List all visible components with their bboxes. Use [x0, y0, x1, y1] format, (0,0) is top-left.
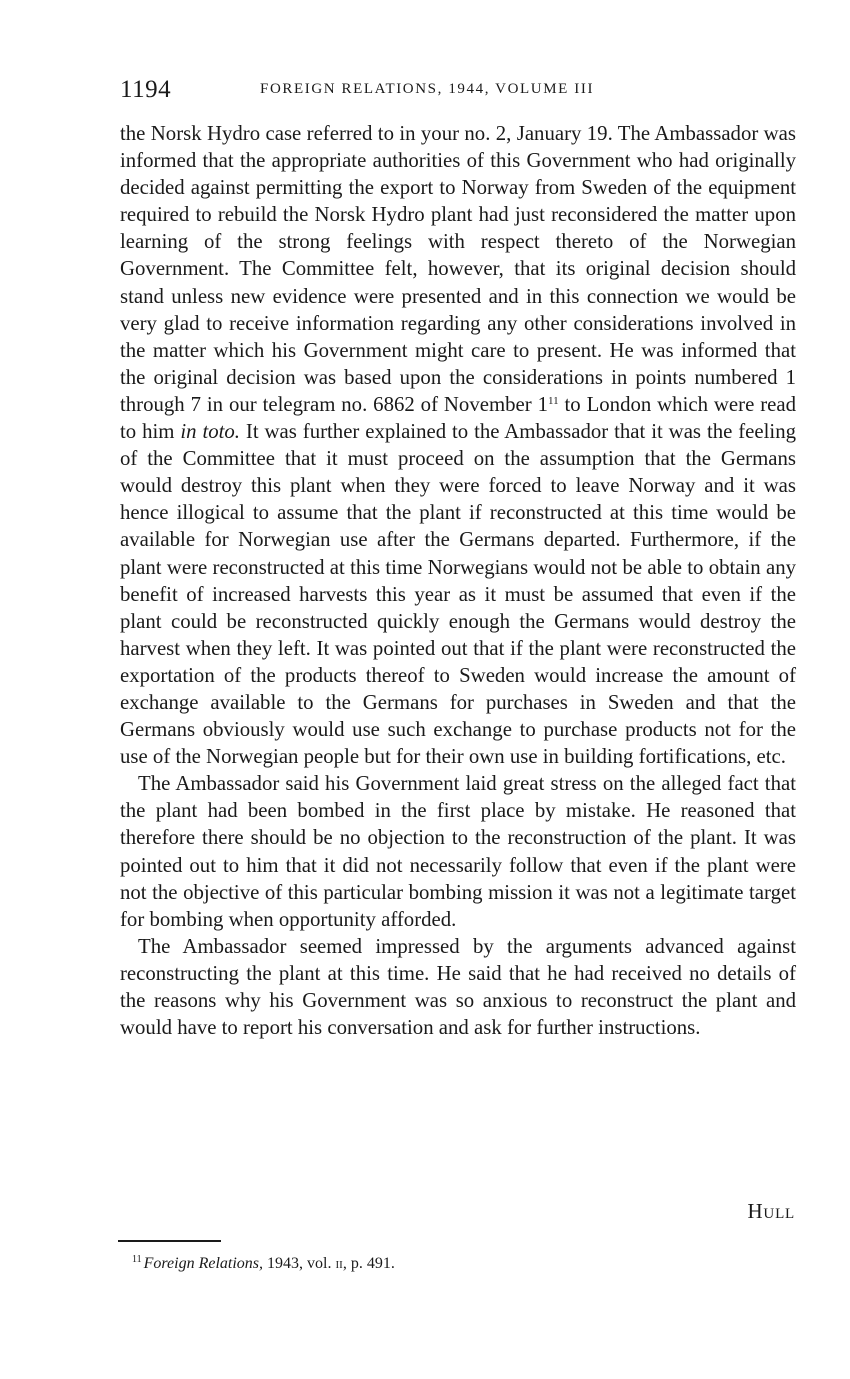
body-text: [120, 120, 796, 1041]
page-number: 1194: [120, 76, 172, 103]
footnote-title: Foreign Relations,: [143, 1255, 264, 1272]
italic-phrase: in toto.: [180, 420, 240, 444]
running-head: [120, 76, 680, 106]
paragraph-2: The Ambassador said his Government laid great stress on the alleged fact that the plant had been bombed in the first place by mistake. He reasoned that therefore there should be no objection to the reconstruction of the plant. It was pointed out to him that it did not necessarily follow that even if the plant were not the objective of this particular bombing mission it was not a legitimate target for bombing when opportunity afforded.: [120, 772, 796, 931]
footnote-reference: 11: [547, 394, 559, 407]
footnote: [132, 1254, 395, 1274]
running-title: FOREIGN RELATIONS, 1944, VOLUME III: [260, 81, 595, 97]
footnote-text-b: , p. 491.: [342, 1255, 395, 1272]
signature: Hull: [747, 1199, 795, 1223]
paragraph-1-text-c: It was further explained to the Ambassador that it was the feeling of the Committee that it must proceed on the assumption that the Germans would destroy this plant when they were forced to leave Norway and it was hence illogical to assume that the plant if reconstructed at this time would be available for Norwegian use after the Germans departed. Furthermore, if the plant were reconstructed at this time Norwegians would not be able to obtain any benefit of increased harvests this year as it must be assumed that even if the plant could be reconstructed quickly enough the Germans would destroy the harvest when they left. It was pointed out that if the plant were reconstructed the exportation of the products thereof to Sweden would increase the amount of exchange available to the Germans for purchases in Sweden and that the Germans obviously would use such exchange to purchase products not for the use of the Norwegian people but for their own use in building fortifications, etc.: [120, 420, 796, 769]
paragraph-1-text-a: the Norsk Hydro case referred to in your no. 2, January 19. The Ambassador was informed that the appropriate authorities of this Government who had originally decided against permitting the export to Norway from Sweden of the equipment required to rebuild the Norsk Hydro plant had just reconsidered the matter upon learning of the strong feelings with respect thereto of the Norwegian Government. The Committee felt, however, that its original decision should stand unless new evidence were presented and in this connection we would be very glad to receive information regarding any other considerations involved in the matter which his Government might care to present. He was informed that the original decision was based upon the considerations in points numbered 1 through 7 in our telegram no. 6862 of November 1: [120, 122, 796, 416]
paragraph-1-text-b: to London which were read to him: [120, 392, 796, 444]
footnote-text-a: 1943, vol.: [263, 1255, 336, 1272]
footnote-volume: ii: [335, 1255, 343, 1272]
footnote-divider: [118, 1240, 221, 1242]
footnote-marker: 11: [132, 1254, 142, 1265]
paragraph-3: The Ambassador seemed impressed by the arguments advanced against reconstructing the plant at this time. He said that he had received no details of the reasons why his Government was so anxious to reconstruct the plant and would have to report his conversation and ask for further instructions.: [120, 934, 796, 1040]
paragraph-1: [120, 120, 796, 770]
